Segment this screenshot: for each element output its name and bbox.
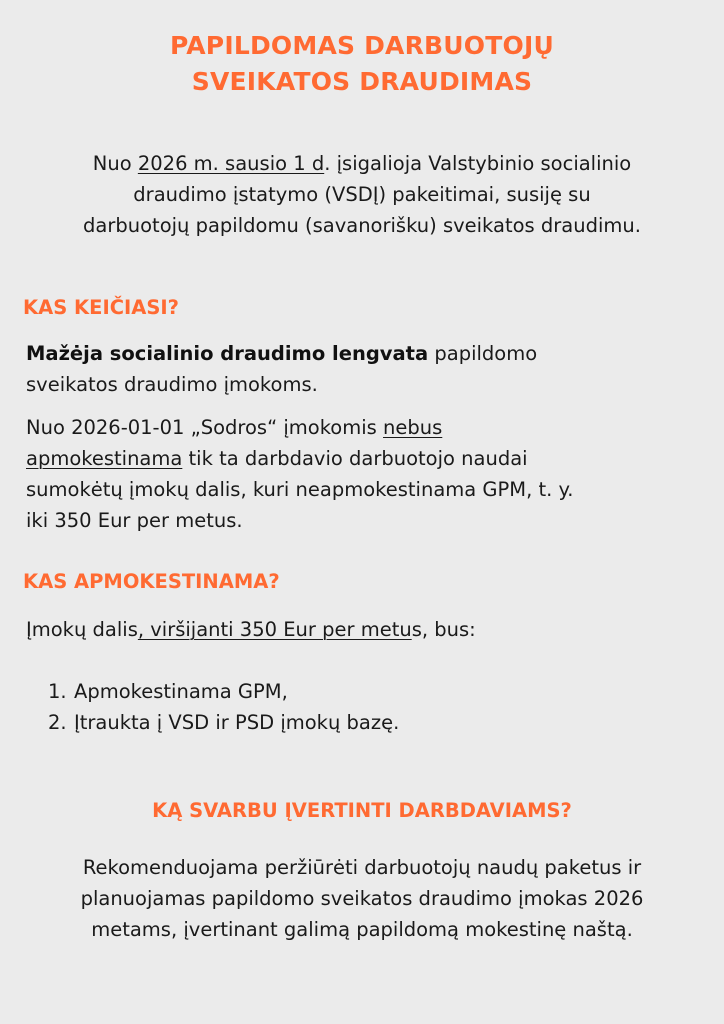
underlined-text: , viršijanti 350 Eur per metu: [137, 618, 412, 641]
text: sveikatos draudimo įmokoms.: [26, 373, 318, 396]
intro-text: darbuotojų papildomu (savanorišku) sveikatos draudimu.: [83, 214, 641, 237]
intro-date: 2026 m. sausio 1 d: [137, 152, 325, 175]
list-number: 2.: [48, 711, 67, 734]
taxable-list: [48, 676, 399, 738]
text: s, bus:: [411, 618, 476, 641]
intro-paragraph: [0, 148, 724, 241]
page-title: [0, 28, 724, 100]
underlined-text: nebus: [383, 416, 443, 439]
bold-text: Mažėja socialinio draudimo lengvata: [26, 342, 429, 365]
text: Įmokų dalis: [26, 618, 138, 641]
intro-text: . įsigalioja Valstybinio socialinio: [324, 152, 632, 175]
taxable-paragraph: [26, 614, 476, 645]
text: planuojamas papildomo sveikatos draudimo įmokas 2026: [80, 887, 644, 910]
intro-text: draudimo įstatymo (VSDĮ) pakeitimai, susiję su: [133, 183, 591, 206]
changes-paragraph-1: [26, 338, 537, 400]
text: Nuo 2026-01-01 „Sodros“ įmokomis: [26, 416, 384, 439]
text: sumokėtų įmokų dalis, kuri neapmokestinama GPM, t. y.: [26, 478, 574, 501]
list-number: 1.: [48, 680, 67, 703]
section-heading-employers: KĄ SVARBU ĮVERTINTI DARBDAVIAMS?: [152, 799, 572, 822]
changes-paragraph-2: [26, 412, 574, 536]
section-heading-taxable: KAS APMOKESTINAMA?: [23, 570, 280, 593]
list-item: [48, 707, 399, 738]
list-item: [48, 676, 399, 707]
title-line-1: PAPILDOMAS DARBUOTOJŲ: [170, 31, 554, 60]
list-text: Įtraukta į VSD ir PSD įmokų bazę.: [74, 711, 400, 734]
intro-text: Nuo: [92, 152, 138, 175]
text: papildomo: [428, 342, 538, 365]
text: metams, įvertinant galimą papildomą mokestinę naštą.: [91, 918, 633, 941]
text: Rekomenduojama peržiūrėti darbuotojų naudų paketus ir: [82, 856, 642, 879]
text: tik ta darbdavio darbuotojo naudai: [182, 447, 528, 470]
underlined-text: apmokestinama: [26, 447, 183, 470]
text: iki 350 Eur per metus.: [26, 509, 243, 532]
list-text: Apmokestinama GPM,: [74, 680, 288, 703]
title-line-2: SVEIKATOS DRAUDIMAS: [191, 67, 533, 96]
employers-paragraph: [0, 852, 724, 945]
section-heading-changes: KAS KEIČIASI?: [23, 296, 179, 319]
